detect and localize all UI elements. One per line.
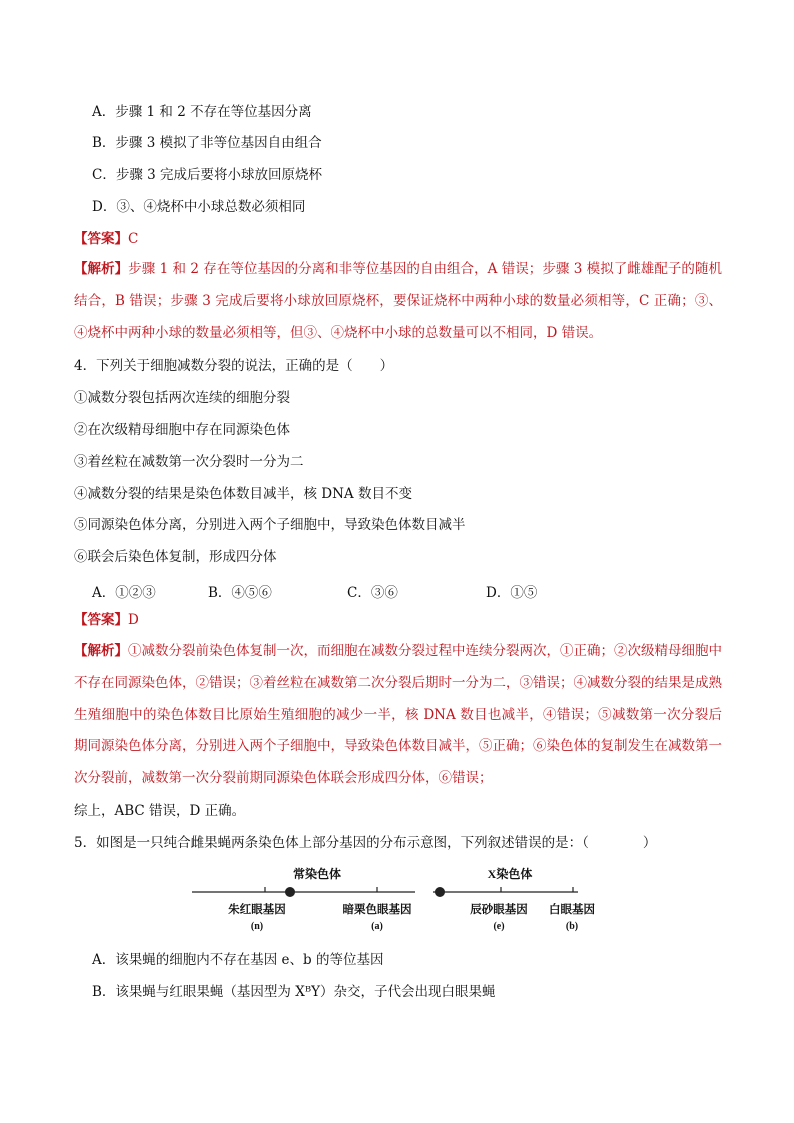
analysis-text: ①减数分裂前染色体复制一次，而细胞在减数分裂过程中连续分裂两次，①正确；②次级精母细胞中不存在同源染色体，②错误；③着丝粒在减数第二次分裂后期时一分为二，③错误；④减数分裂的结果是成熟生殖细胞中的染色体数目比原始生殖细胞的减少一半，核 DNA 数目也减半，④错误；⑤减数第一次分裂后期同源染色体分离，分别进入两个子细胞中，导致染色体数目减半，⑤正确；⑥染色体的复制发生在减数第一次分裂前，减数第一次分裂前期同源染色体联会形成四分体，⑥错误； (74, 643, 722, 787)
gene-symbol-n: (n) (250, 921, 264, 932)
gene-symbol-a: (a) (371, 921, 383, 932)
analysis-tag: 【解析】 (74, 261, 129, 277)
q4-statement-3: ③着丝粒在减数第一次分裂时一分为二 (74, 454, 304, 470)
q4-choice-a: A．①②③ (92, 585, 156, 601)
gene-label-e: 辰砂眼基因 (470, 904, 528, 916)
q4-analysis (74, 636, 722, 795)
gene-label-n: 朱红眼基因 (228, 904, 286, 916)
q4-statement-1: ①减数分裂包括两次连续的细胞分裂 (74, 390, 290, 406)
q3-option-a: A．步骤 1 和 2 不存在等位基因分离 (92, 104, 312, 120)
q4-choice-b: B．④⑤⑥ (208, 585, 272, 601)
q4-choice-c: C．③⑥ (347, 585, 398, 601)
analysis-tag: 【解析】 (74, 643, 128, 659)
q4-statement-2: ②在次级精母细胞中存在同源染色体 (74, 422, 290, 438)
q4-stem: 4．下列关于细胞减数分裂的说法，正确的是（ ） (74, 358, 394, 374)
q4-statement-4: ④减数分裂的结果是染色体数目减半，核 DNA 数目不变 (74, 486, 412, 502)
autosome-title: 常染色体 (292, 867, 342, 881)
analysis-text: 步骤 1 和 2 存在等位基因的分离和非等位基因的自由组合，A 错误；步骤 3 模拟了雌雄配子的随机结合，B 错误；步骤 3 完成后要将小球放回原烧杯，要保证烧杯中两种小球的数量必须相等，C 正确；③、④烧杯中两种小球的数量必须相等，但③、④烧杯中小球的总数量可以不相同，D 错误。 (74, 261, 723, 341)
q4-statement-5: ⑤同源染色体分离，分别进入两个子细胞中，导致染色体数目减半 (74, 517, 466, 533)
gene-label-b: 白眼基因 (549, 904, 595, 916)
gene-symbol-e: (e) (493, 921, 505, 932)
q4-choice-d: D．①⑤ (486, 585, 538, 601)
chromosome-gene-diagram (190, 862, 610, 942)
x-chromosome-title: X染色体 (487, 867, 533, 881)
q3-option-c: C．步骤 3 完成后要将小球放回原烧杯 (92, 167, 323, 183)
centromere (285, 887, 295, 897)
q4-statement-6: ⑥联会后染色体复制，形成四分体 (74, 549, 277, 565)
q3-option-b: B．步骤 3 模拟了非等位基因自由组合 (92, 135, 322, 151)
q4-conclusion: 综上，ABC 错误，D 正确。 (74, 803, 246, 819)
gene-symbol-b: (b) (565, 921, 579, 932)
answer-tag: 【答案】 (74, 612, 128, 628)
centromere (435, 887, 445, 897)
q5-option-a: A．该果蝇的细胞内不存在基因 e、b 的等位基因 (92, 952, 384, 968)
q5-stem: 5．如图是一只纯合雌果蝇两条染色体上部分基因的分布示意图，下列叙述错误的是：（ ） (74, 835, 657, 851)
answer-value: C (128, 231, 139, 247)
q3-answer (74, 231, 138, 247)
answer-value: D (128, 612, 139, 628)
chromosome-figure (190, 862, 610, 942)
gene-label-a: 暗栗色眼基因 (342, 904, 412, 916)
q3-analysis (74, 254, 722, 349)
q4-answer (74, 612, 139, 628)
q5-option-b: B．该果蝇与红眼果蝇（基因型为 XᴮY）杂交，子代会出现白眼果蝇 (92, 984, 496, 1000)
q3-option-d: D．③、④烧杯中小球总数必须相同 (92, 199, 306, 215)
answer-tag: 【答案】 (74, 231, 128, 247)
